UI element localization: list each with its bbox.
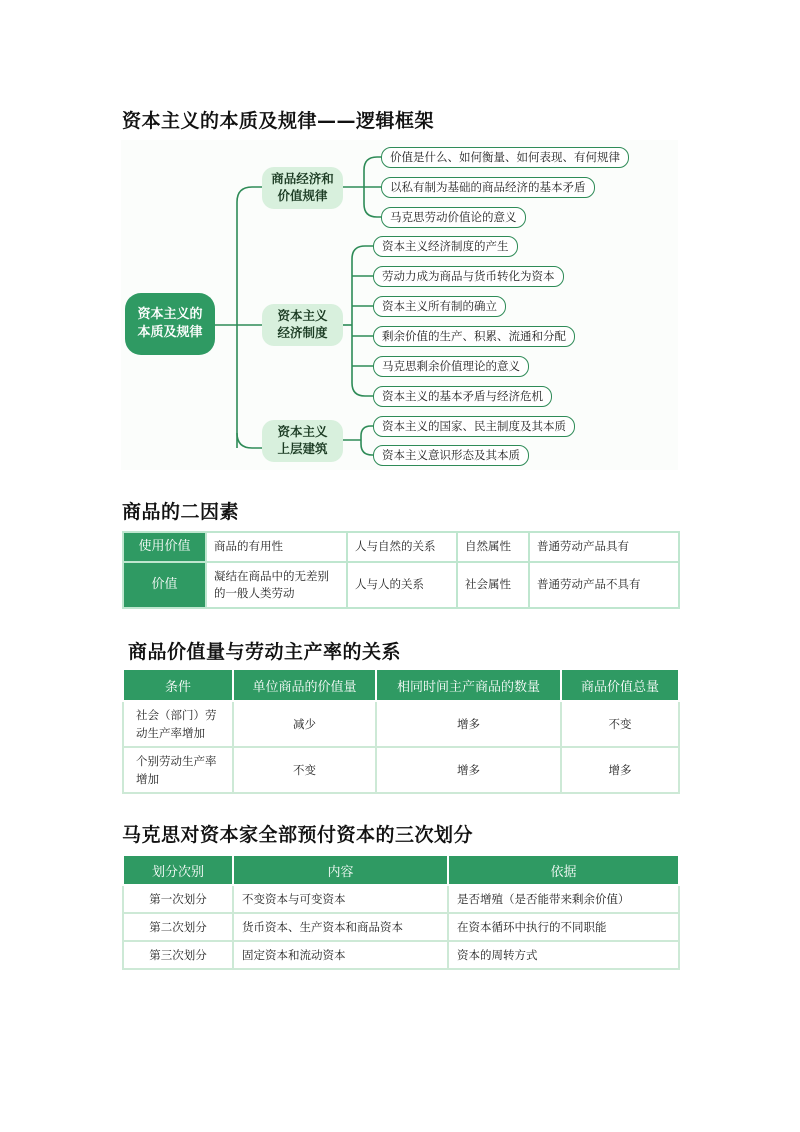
connector xyxy=(352,383,373,396)
table-cell: 在资本循环中执行的不同职能 xyxy=(448,913,679,941)
table-cell: 商品的有用性 xyxy=(206,532,347,562)
table-row xyxy=(123,562,679,608)
table-cell: 不变 xyxy=(561,701,679,747)
table-cell: 第一次划分 xyxy=(123,885,233,913)
mindmap-title: 资本主义的本质及规律——逻辑框架 xyxy=(122,110,435,132)
leaf-item: 劳动力成为商品与货币转化为资本 xyxy=(373,266,564,287)
leaf-item: 资本主义所有制的确立 xyxy=(373,296,506,317)
connector xyxy=(361,444,373,455)
table-row xyxy=(123,747,679,793)
leaf-item: 马克思劳动价值论的意义 xyxy=(381,207,526,228)
table-cell: 增多 xyxy=(561,747,679,793)
table-cell: 固定资本和流动资本 xyxy=(233,941,448,969)
table-cell: 减少 xyxy=(233,701,376,747)
table-cell: 增多 xyxy=(376,701,561,747)
connector xyxy=(361,426,373,436)
table-cell: 人与自然的关系 xyxy=(347,532,457,562)
table-row xyxy=(123,913,679,941)
connector xyxy=(364,204,381,217)
logic-framework-mindmap xyxy=(121,140,678,470)
column-header: 相同时间主产商品的数量 xyxy=(376,670,561,701)
table-cell: 社会属性 xyxy=(457,562,529,608)
value-labor-title: 商品价值量与劳动主产率的关系 xyxy=(128,641,402,663)
table-row xyxy=(123,885,679,913)
table-header-row xyxy=(123,670,679,701)
table-cell: 使用价值 xyxy=(123,532,206,562)
table-cell: 社会（部门）劳动生产率增加 xyxy=(123,701,233,747)
two-factors-table xyxy=(122,531,680,609)
table-cell: 普通劳动产品具有 xyxy=(529,532,679,562)
column-header: 内容 xyxy=(233,856,448,885)
branch-superstructure: 资本主义 上层建筑 xyxy=(262,420,343,462)
table-cell: 是否增殖（是否能带来剩余价值） xyxy=(448,885,679,913)
column-header: 商品价值总量 xyxy=(561,670,679,701)
table-cell: 自然属性 xyxy=(457,532,529,562)
leaf-item: 资本主义的基本矛盾与经济危机 xyxy=(373,386,552,407)
column-header: 条件 xyxy=(123,670,233,701)
table-cell: 不变资本与可变资本 xyxy=(233,885,448,913)
value-labor-table xyxy=(122,670,680,794)
two-factors-title: 商品的二因素 xyxy=(122,501,240,523)
column-header: 单位商品的价值量 xyxy=(233,670,376,701)
table-cell: 不变 xyxy=(233,747,376,793)
capital-division-table xyxy=(122,856,680,970)
branch-economic-system: 资本主义 经济制度 xyxy=(262,304,343,346)
leaf-item: 价值是什么、如何衡量、如何表现、有何规律 xyxy=(381,147,629,168)
connector xyxy=(237,433,262,448)
table-cell: 第三次划分 xyxy=(123,941,233,969)
leaf-item: 以私有制为基础的商品经济的基本矛盾 xyxy=(381,177,595,198)
branch-commodity-economy: 商品经济和 价值规律 xyxy=(262,167,343,209)
table-cell: 普通劳动产品不具有 xyxy=(529,562,679,608)
table-header-row xyxy=(123,856,679,885)
connector xyxy=(352,246,373,259)
table-cell: 第二次划分 xyxy=(123,913,233,941)
leaf-item: 马克思剩余价值理论的意义 xyxy=(373,356,529,377)
connector xyxy=(364,157,381,170)
table-row xyxy=(123,701,679,747)
column-header: 划分次别 xyxy=(123,856,233,885)
leaf-item: 资本主义的国家、民主制度及其本质 xyxy=(373,416,575,437)
column-header: 依据 xyxy=(448,856,679,885)
table-cell: 资本的周转方式 xyxy=(448,941,679,969)
table-row xyxy=(123,941,679,969)
leaf-item: 资本主义经济制度的产生 xyxy=(373,236,518,257)
mindmap-root: 资本主义的 本质及规律 xyxy=(125,293,215,355)
leaf-item: 剩余价值的生产、积累、流通和分配 xyxy=(373,326,575,347)
capital-division-title: 马克思对资本家全部预付资本的三次划分 xyxy=(122,824,474,846)
table-cell: 货币资本、生产资本和商品资本 xyxy=(233,913,448,941)
table-row xyxy=(123,532,679,562)
table-cell: 人与人的关系 xyxy=(347,562,457,608)
table-cell: 个别劳动生产率增加 xyxy=(123,747,233,793)
table-cell: 价值 xyxy=(123,562,206,608)
connector xyxy=(237,187,262,202)
leaf-item: 资本主义意识形态及其本质 xyxy=(373,445,529,466)
table-cell: 增多 xyxy=(376,747,561,793)
table-cell: 凝结在商品中的无差别的一般人类劳动 xyxy=(206,562,347,608)
